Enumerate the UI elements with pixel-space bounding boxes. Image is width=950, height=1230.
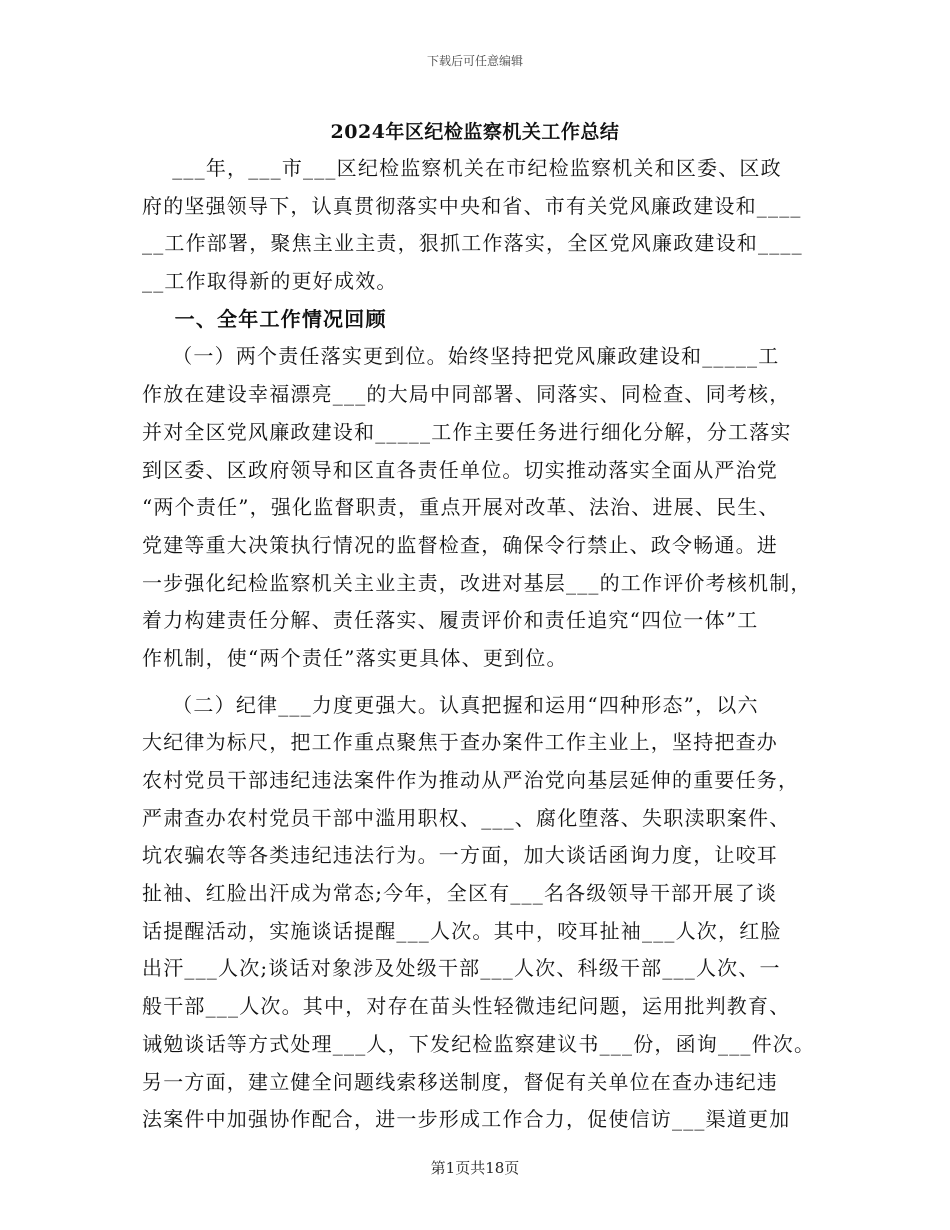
body-line: 着力构建责任分解、责任落实、履责评价和责任追究“四位一体”工 xyxy=(142,608,759,633)
body-line: 坑农骗农等各类违纪违法行为。一方面，加大谈话函询力度，让咬耳 xyxy=(142,843,778,868)
body-line: 府的坚强领导下，认真贯彻落实中央和省、市有关党风廉政建设和____ xyxy=(142,193,802,218)
header-note: 下载后可任意编辑 xyxy=(426,54,523,68)
body-line: 般干部___人次。其中，对存在苗头性轻微违纪问题，运用批判教育、 xyxy=(142,994,791,1019)
body-line: “两个责任”，强化监督职责，重点开展对改革、法治、进展、民生、 xyxy=(142,495,780,520)
body-line: 党建等重大决策执行情况的监督检查，确保令行禁止、政令畅通。进 xyxy=(142,532,778,557)
body-line: 一步强化纪检监察机关主业主责，改进对基层___的工作评价考核机制， xyxy=(142,570,812,595)
body-line: __工作取得新的更好成效。 xyxy=(142,269,398,294)
body-line: 并对全区党风廉政建设和_____工作主要任务进行细化分解，分工落实 xyxy=(142,419,792,444)
body-line: ___年，___市___区纪检监察机关在市纪检监察机关和区委、区政 xyxy=(142,156,782,180)
body-line: （二）纪律___力度更强大。认真把握和运用“四种形态”，以六 xyxy=(142,692,759,717)
section-heading: 一、全年工作情况回顾 xyxy=(142,306,387,331)
body-line: 大纪律为标尺，把工作重点聚焦于查办案件工作主业上，坚持把查办 xyxy=(142,730,778,755)
body-line: __工作部署，聚焦主业主责，狠抓工作落实，全区党风廉政建设和____ xyxy=(142,231,803,256)
body-line: 到区委、区政府领导和区直各责任单位。切实推动落实全面从严治党 xyxy=(142,457,778,482)
body-line: 法案件中加强协作配合，进一步形成工作合力，促使信访___渠道更加 xyxy=(142,1107,791,1132)
body-line: 另一方面，建立健全问题线索移送制度，督促有关单位在查办违纪违 xyxy=(142,1069,778,1094)
body-line: 扯袖、红脸出汗成为常态;今年，全区有___名各级领导干部开展了谈 xyxy=(142,881,778,906)
page-number: 第1页共18页 xyxy=(430,1159,520,1177)
body-line: 出汗___人次;谈话对象涉及处级干部___人次、科级干部___人次、一 xyxy=(142,956,781,981)
document-body xyxy=(142,150,816,1139)
body-line: 严肃查办农村党员干部中滥用职权、___、腐化堕落、失职渎职案件、 xyxy=(142,805,791,830)
body-line: 话提醒活动，实施谈话提醒___人次。其中，咬耳扯袖___人次，红脸 xyxy=(142,918,782,943)
body-line: （一）两个责任落实更到位。始终坚持把党风廉政建设和_____工 xyxy=(142,344,780,369)
body-line: 作机制，使“两个责任”落实更具体、更到位。 xyxy=(142,645,568,670)
body-line: 诫勉谈话等方式处理___人，下发纪检监察建议书___份，函询___件次。 xyxy=(142,1031,816,1056)
body-line: 作放在建设幸福漂亮___的大局中同部署、同落实、同检查、同考核， xyxy=(142,382,791,407)
document-title: 2024年区纪检监察机关工作总结 xyxy=(330,121,620,143)
body-line: 农村党员干部违纪违法案件作为推动从严治党向基层延伸的重要任务， xyxy=(142,768,800,792)
